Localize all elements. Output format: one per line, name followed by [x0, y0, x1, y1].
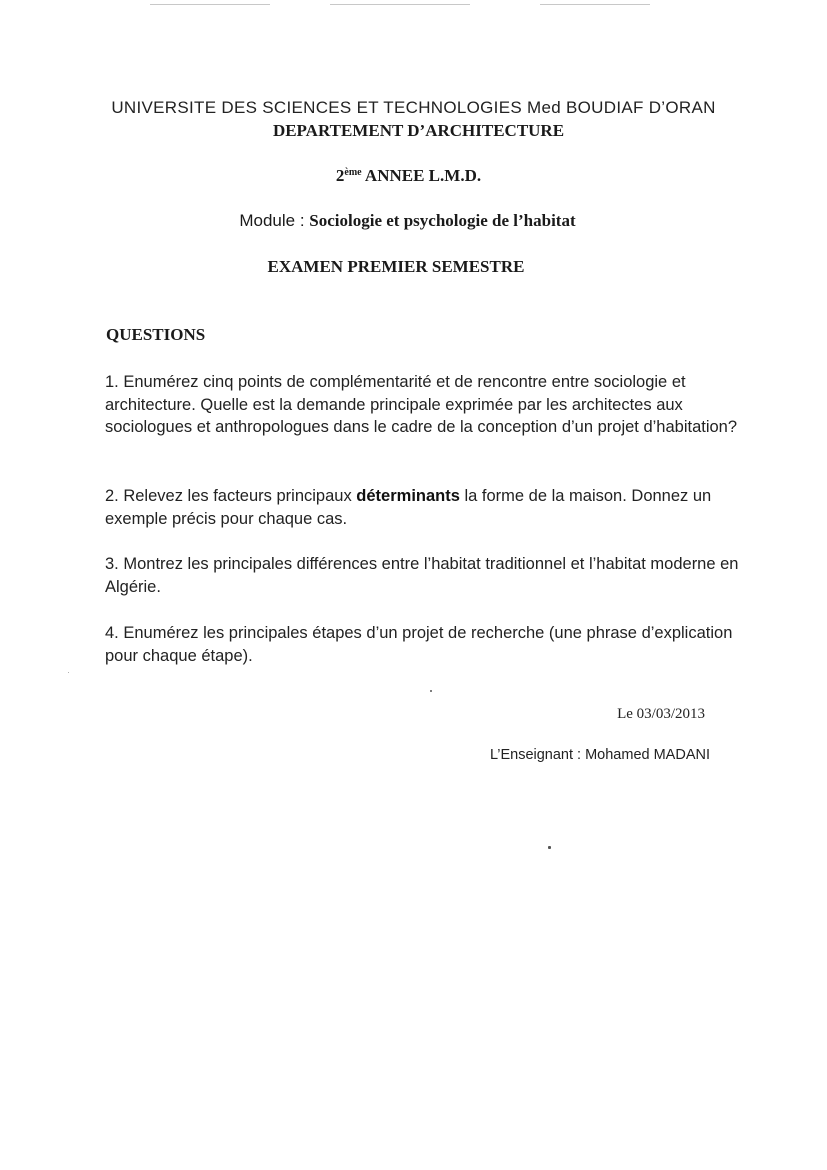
question-3: 3. Montrez les principales différences entre l’habitat traditionnel et l’habitat moderne en Algérie. [105, 555, 739, 596]
teacher-signature-line: L’Enseignant : Mohamed MADANI [489, 747, 710, 763]
scan-speck [68, 672, 69, 673]
question-2-start: 2. Relevez les facteurs principaux [105, 487, 357, 505]
module-name: Sociologie et psychologie de l’habitat [309, 211, 576, 230]
question-2-bold-word: déterminants [356, 487, 460, 505]
scan-speck [548, 846, 551, 849]
exam-title: EXAMEN PREMIER SEMESTRE [267, 257, 525, 276]
year-level [0, 166, 827, 186]
exam-date: Le 03/03/2013 [617, 706, 705, 722]
question-2-end: la forme de la maison. Donnez un exemple précis pour chaque cas. [105, 487, 712, 528]
module-label: Module : [239, 211, 310, 230]
module-line [0, 211, 827, 231]
scan-speck [430, 690, 432, 692]
scan-artifact-line [330, 4, 470, 5]
questions-heading: QUESTIONS [106, 325, 206, 344]
year-superscript: ème [344, 167, 362, 178]
scan-artifact-line [540, 4, 650, 5]
scan-artifact-line [150, 4, 270, 5]
year-label: ANNEE L.M.D. [361, 166, 482, 185]
question-2 [105, 485, 745, 530]
university-name: UNIVERSITE DES SCIENCES ET TECHNOLOGIES Med BOUDIAF D’ORAN [111, 98, 716, 117]
question-1: 1. Enumérez cinq points de complémentarité et de rencontre entre sociologie et architecture. Quelle est la demande principale exprimée par les architectes aux sociologues et anthropologues dans le cadre de la conception d’un projet d’habitation? [105, 373, 738, 436]
year-number: 2 [335, 166, 345, 185]
question-4: 4. Enumérez les principales étapes d’un projet de recherche (une phrase d’explication pour chaque étape). [105, 624, 733, 665]
department-name: DEPARTEMENT D’ARCHITECTURE [272, 121, 565, 140]
